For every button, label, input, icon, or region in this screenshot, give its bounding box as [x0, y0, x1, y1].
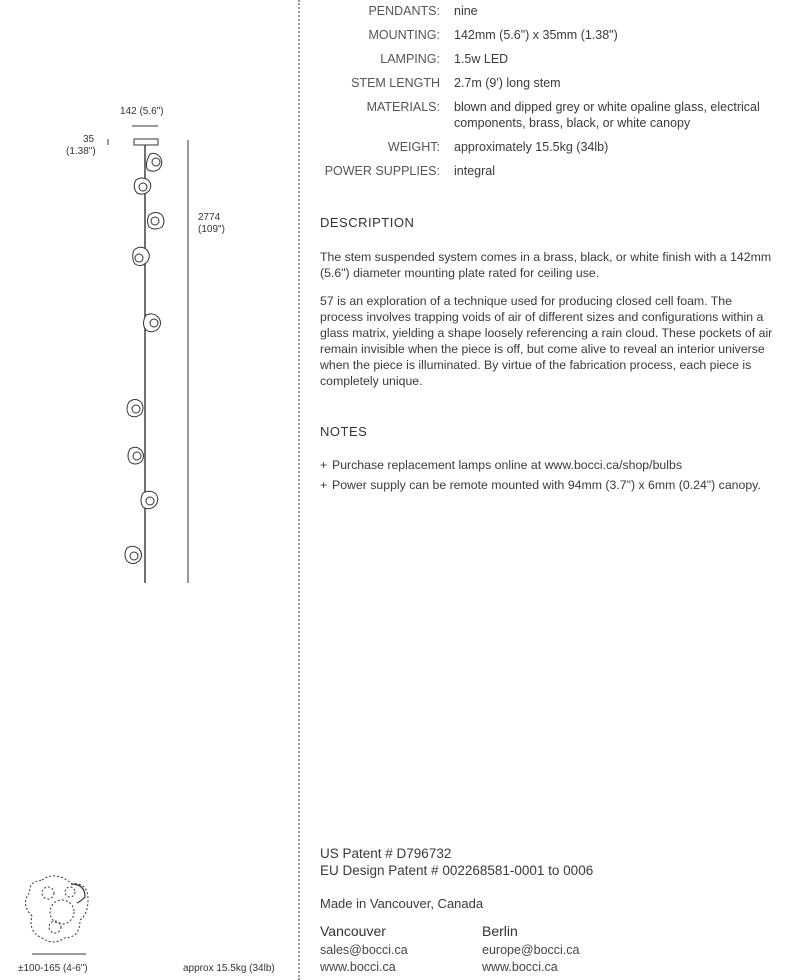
plate-height-imperial-label: (1.38"): [66, 146, 96, 157]
specifications-table: [300, 3, 788, 187]
eu-patent: EU Design Patent # 002268581-0001 to 0006: [320, 863, 594, 878]
description-paragraph-2: 57 is an exploration of a technique used for producing closed cell foam. The process involves trapping voids of air of different sizes and configurations within a glass matrix, yielding a shape loosely referencing a rain cloud. These pockets of air remain invisible when the piece is off, but come alive to reveal an interior universe when the piece is illuminated. By virtue of the fabrication process, each piece is completely unique.: [320, 294, 773, 388]
pendant-4: [133, 247, 150, 265]
spec-label: MOUNTING:: [368, 28, 440, 42]
pendant-size-label: ±100-165 (4-6"): [18, 963, 88, 974]
spec-row-materials: [300, 99, 788, 131]
spec-value: approximately 15.5kg (34lb): [454, 140, 609, 154]
spec-label: POWER SUPPLIES:: [324, 164, 440, 178]
note-item: [320, 477, 778, 493]
spec-value: 1.5w LED: [454, 52, 509, 66]
city-berlin: Berlin: [482, 923, 518, 939]
pendant-7: [128, 447, 144, 464]
spec-value: nine: [454, 4, 478, 18]
note-bullet: +: [320, 478, 328, 492]
pendant-detail: [25, 876, 88, 954]
notes-heading: NOTES: [320, 424, 368, 439]
pendant-9: [125, 546, 142, 563]
spec-value: 2.7m (9') long stem: [454, 76, 561, 90]
description-paragraph-1: The stem suspended system comes in a brass, black, or white finish with a 142mm (5.6") diameter mounting plate rated for ceiling use.: [320, 250, 772, 280]
note-item: [320, 457, 778, 473]
spec-row-pendants: [300, 3, 788, 19]
spec-label: STEM LENGTH: [351, 76, 440, 90]
made-in: Made in Vancouver, Canada: [320, 896, 484, 911]
pendant-3: [148, 213, 165, 230]
pendant-6: [127, 400, 143, 417]
spec-label: LAMPING:: [380, 52, 440, 66]
description-heading: DESCRIPTION: [320, 215, 415, 230]
spec-value: integral: [454, 164, 495, 178]
canopy-plate: [134, 139, 158, 145]
spec-label: PENDANTS:: [368, 4, 440, 18]
spec-row-power-supplies: [300, 163, 788, 179]
note-text: Purchase replacement lamps online at www.bocci.ca/shop/bulbs: [332, 458, 682, 472]
total-height-label: 2774: [198, 212, 221, 223]
city-vancouver: Vancouver: [320, 923, 386, 939]
pendant-8: [141, 491, 158, 509]
spec-value: 142mm (5.6") x 35mm (1.38"): [454, 28, 618, 42]
pendant-5: [144, 314, 161, 332]
total-height-imperial-label: (109"): [198, 224, 225, 235]
weight-label: approx 15.5kg (34lb): [183, 963, 275, 974]
email-berlin[interactable]: europe@bocci.ca: [482, 943, 580, 957]
spec-value: blown and dipped grey or white opaline glass, electrical components, brass, black, or white canopy: [454, 100, 760, 130]
us-patent: US Patent # D796732: [320, 846, 452, 861]
note-text: Power supply can be remote mounted with 94mm (3.7") x 6mm (0.24") canopy.: [332, 478, 761, 492]
spec-row-mounting: [300, 27, 788, 43]
website-berlin[interactable]: www.bocci.ca: [482, 960, 558, 974]
width-dimension-label: 142 (5.6"): [120, 106, 164, 117]
spec-row-lamping: [300, 51, 788, 67]
spec-row-stem-length: [300, 75, 788, 91]
note-bullet: +: [320, 458, 328, 472]
spec-label: MATERIALS:: [366, 100, 440, 114]
pendant-2: [134, 178, 151, 194]
plate-height-label: 35: [83, 134, 95, 145]
spec-row-weight: [300, 139, 788, 155]
spec-label: WEIGHT:: [387, 140, 440, 154]
fixture-elevation-drawing: [0, 0, 298, 980]
technical-drawing: [0, 0, 298, 980]
pendant-1: [146, 153, 161, 171]
notes-list: [320, 457, 778, 497]
email-vancouver[interactable]: sales@bocci.ca: [320, 943, 408, 957]
website-vancouver[interactable]: www.bocci.ca: [320, 960, 396, 974]
